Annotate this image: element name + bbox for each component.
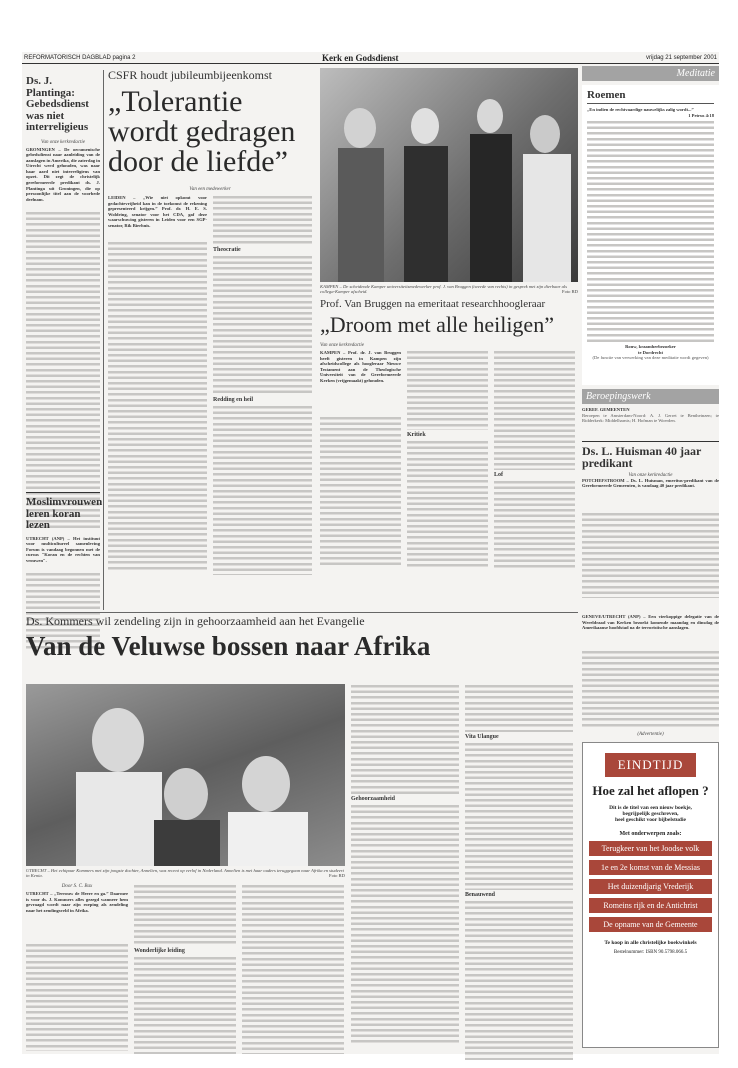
kommers-body-8 — [465, 742, 573, 890]
advert-topic-3: Het duizendjarig Vrederijk — [589, 879, 712, 894]
masthead-date: vrijdag 21 september 2001 — [645, 55, 717, 61]
kommers-body-6 — [351, 804, 459, 1044]
beroepingswerk-header — [582, 389, 719, 404]
van-bruggen-subhead-kritiek: Kritiek — [407, 432, 426, 438]
csfr-subhead-theocratie: Theocratie — [213, 247, 241, 253]
huisman-byline: Van onze kerkredactie — [628, 472, 673, 478]
kommers-body-1 — [26, 943, 128, 1051]
csfr-subhead-redding: Redding en heil — [213, 397, 254, 403]
meditatie-sign-place: te Dordrecht — [637, 349, 664, 355]
koran-title: Moslimvrouwen leren koran lezen — [26, 492, 100, 532]
article-geneve — [582, 614, 719, 737]
advert-topic-2: 1e en 2e komst van de Messias — [589, 860, 712, 875]
advert-topic-1: Terugkeer van het Joodse volk — [589, 841, 712, 856]
masthead-left: REFORMATORISCH DAGBLAD pagina 2 — [24, 55, 136, 61]
kommers-body-5 — [351, 684, 459, 794]
kommers-byline: Door S. C. Bax — [61, 884, 93, 889]
article-van-bruggen — [320, 298, 578, 570]
van-bruggen-body-1 — [320, 416, 401, 566]
advert-label: (Advertentie) — [637, 732, 664, 737]
meditatie-header-label: Meditatie — [676, 68, 715, 79]
photo-kommers — [26, 684, 345, 866]
right-column — [582, 66, 719, 598]
kommers-body-7 — [465, 684, 573, 732]
beroepingswerk-section: GEREF. GEMEENTEN — [582, 407, 630, 412]
kommers-body-9 — [465, 900, 573, 1060]
kommers-subhead-gehoorzaamheid: Gehoorzaamheid — [351, 796, 395, 802]
article-plantinga — [26, 70, 100, 531]
kommers-body-4 — [242, 884, 344, 1054]
van-bruggen-byline: Van onze kerkredactie — [320, 343, 364, 348]
van-bruggen-lead: KAMPEN – Prof. dr. J. van Bruggen heeft gisteren in Kampen zijn afscheidscollege als hoogleraar Nieuwe Testament aan de Theologische Universiteit van de Gereformeerde Kerken (vrijgemaakt) gehouden. — [320, 350, 401, 383]
csfr-body-1 — [108, 241, 207, 571]
plantinga-title: Ds. J. Plantinga: Gebedsdienst was niet interreligieus — [26, 75, 89, 133]
kommers-photo-credit: Foto RD — [329, 873, 345, 879]
photo-van-bruggen — [320, 68, 578, 282]
kommers-caption-text: UTRECHT – Het echtpaar Kommers met zijn jongste dochter, Annelien, was recent op verlof in Nederland. Annelien is met haar ouders teruggegaan naar Afrika en studeert in Kenia. — [26, 868, 344, 879]
plantinga-lead: GRONINGEN – De oecumenische gebedsdienst naar aanleiding van de aanslagen in Amerika, die zaterdag in Utrecht werd gehouden, was naar haar aard niet interreligieus van opzet. Dit zegt de christelijk gereformeerde predikant ds. J. Plantinga uit Groningen, die op persoonlijke titel aan de voorbede deelnam. — [26, 146, 100, 202]
csfr-body-3 — [213, 255, 312, 395]
beroepingswerk-header-label: Beroepingswerk — [586, 391, 651, 402]
kommers-columns-right — [351, 684, 578, 1060]
huisman-lead: POTCHEFSTROOM – Ds. L. Huisman, emeritus-predikant van de Gereformeerde Gemeenten, is vandaag 40 jaar predikant. — [582, 477, 719, 489]
advert-eindtijd — [582, 742, 719, 1048]
meditatie-verse: „En indien de rechtvaardige nauwelijks zalig wordt...” — [587, 107, 694, 112]
masthead-section: Kerk en Godsdienst — [322, 53, 399, 63]
kommers-body-2 — [134, 884, 236, 946]
advert-intro-3: heel geschikt voor bijbelstudie — [615, 817, 686, 823]
advert-brand: EINDTIJD — [605, 753, 696, 777]
kommers-subhead-leiding: Wonderlijke leiding — [134, 948, 185, 954]
newspaper-page — [22, 52, 719, 1054]
plantinga-byline: Van onze kerkredactie — [41, 139, 85, 145]
csfr-body-4 — [213, 405, 312, 575]
photo-family-illustration — [26, 684, 345, 866]
van-bruggen-body-2 — [407, 350, 488, 430]
meditatie-signature: Rouw, kraamherbezoeker — [625, 344, 676, 350]
rule-left — [103, 70, 104, 610]
advert-footer-2: Bestelnummer: ISBN 90.5798.066.5 — [613, 950, 688, 955]
article-csfr — [108, 68, 312, 575]
rule-kommers — [26, 612, 578, 613]
meditatie-sign-note: (De functie van verwerking van deze meditatie wordt gegeven) — [592, 355, 709, 361]
masthead — [22, 52, 719, 64]
photo-kommers-caption — [26, 868, 345, 879]
van-bruggen-photo-credit: Foto RD — [562, 289, 578, 295]
van-bruggen-body-4 — [494, 350, 575, 470]
advert-footer-1: Te koop in alle christelijke boekwinkels — [604, 940, 697, 946]
kommers-lead: UTRECHT – „Terrouw de Heere en ga.” Daarmee is voor ds. J. Kommers alles gezegd wanneer hem gevraagd wordt naar zijn roeping als zendeling naar het zendingsveld in Afrika. — [26, 891, 128, 913]
meditatie-box — [582, 85, 719, 385]
koran-lead: UTRECHT (ANP) – Het instituut voor multicultureel samenleving Forum is vandaag begonnen met de cursus "Koran en de rechten van vrouwen". — [26, 535, 100, 563]
huisman-body — [582, 512, 719, 598]
csfr-body-2 — [213, 195, 312, 245]
csfr-byline: Van een medewerker — [189, 187, 231, 192]
meditatie-body — [587, 120, 714, 344]
kommers-subhead-vita: Vita Ulangue — [465, 734, 499, 740]
huisman-title: Ds. L. Huisman 40 jaar predikant — [582, 441, 719, 470]
csfr-lead: LEIDEN – „Wie niet opkomt voor gedachtevrijheid kan in de toekomst de rekening gepresenteerd krijgen.” Prof. dr. H. E. S. Woldring, senator voor het CDA, gaf deze waarschuwing gisteren in Leiden voor een SGP-senator, Rik Bierhuis. — [108, 195, 207, 228]
beroepingswerk-text: Beroepen te Amsterdam-Noord: A. J. Gerret te Bentheinzen; te Ridderkerk: Middelharnis; H. Hofman te Woerden. — [582, 412, 719, 424]
csfr-kicker: CSFR houdt jubileumbijeenkomst — [108, 68, 273, 82]
advert-topics-label: Met onderwerpen zoals: — [619, 831, 682, 837]
advert-intro-1: Dit is de titel van een nieuw boekje, — [609, 805, 692, 811]
photo-people-illustration — [320, 68, 578, 282]
van-bruggen-body-5 — [494, 480, 575, 570]
kommers-subhead-benauwend: Benauwend — [465, 892, 496, 898]
van-bruggen-subhead-lof: Lof — [494, 472, 503, 478]
advert-intro-2: begrijpelijk geschreven, — [622, 811, 679, 817]
meditatie-title: Roemen — [587, 89, 714, 104]
meditatie-header — [582, 66, 719, 81]
geneve-lead: GENEVE/UTRECHT (ANP) – Een vierkoppige delegatie van de Wereldraad van Kerken bezoekt komende maandag en dinsdag de Amerikaanse hoofdstad na de terroristische aanslagen. — [582, 614, 719, 631]
van-bruggen-body-3 — [407, 440, 488, 568]
csfr-title: „Tolerantie wordt gedragen door de liefde” — [108, 85, 296, 178]
van-bruggen-kicker: Prof. Van Bruggen na emeritaat researchhoogleraar — [320, 298, 546, 310]
van-bruggen-title: „Droom met alle heiligen” — [320, 312, 554, 337]
photo-van-bruggen-caption — [320, 284, 578, 295]
kommers-body-3 — [134, 956, 236, 1054]
article-kommers — [26, 614, 578, 661]
kommers-title: Van de Veluwse bossen naar Afrika — [26, 631, 431, 661]
van-bruggen-caption-text: KAMPEN – De scheidende Kamper universiteitsmedewerker prof. J. van Bruggen (tweede van rechts) in gesprek met zijn dierbaar als collega-Kamper afscheid. — [320, 284, 567, 295]
kommers-kicker: Ds. Kommers wil zendeling zijn in gehoorzaamheid aan het Evangelie — [26, 614, 365, 628]
meditatie-ref: 1 Petrus 4:18 — [688, 112, 714, 118]
geneve-body — [582, 650, 719, 728]
advert-title: Hoe zal het aflopen ? — [592, 783, 709, 798]
advert-topic-4: Romeins rijk en de Antichrist — [589, 898, 712, 913]
plantinga-body — [26, 211, 100, 531]
kommers-columns-left — [26, 884, 345, 1054]
advert-topic-5: De opname van de Gemeente — [589, 917, 712, 932]
